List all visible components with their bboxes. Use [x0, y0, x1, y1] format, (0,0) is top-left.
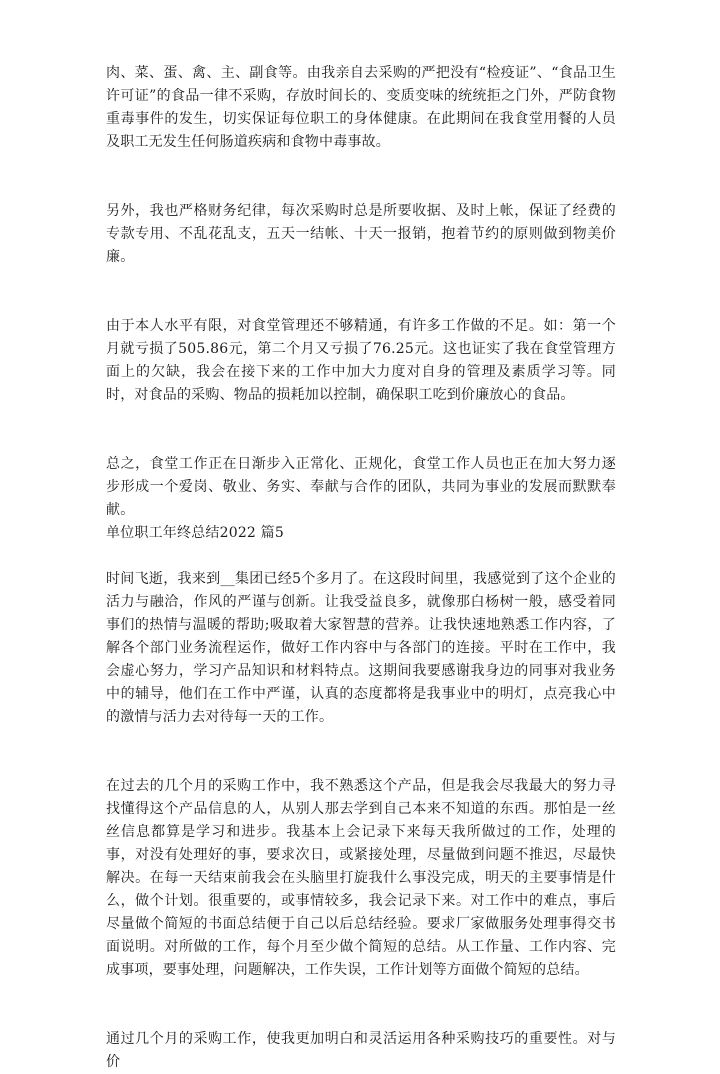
paragraph-food-purchasing: 肉、菜、蛋、禽、主、副食等。由我亲自去采购的严把没有“检疫证”、“食品卫生许可证”的食品一律不采购，存放时间长的、变质变味的统统拒之门外，严防食物重毒事件的发生，切实保证每位职工的身体健康。在此期间在我食堂用餐的人员及职工无发生任何肠道疾病和食物中毒事故。: [106, 65, 616, 150]
paragraph-conclusion: 总之，食堂工作正在日渐步入正常化、正规化，食堂工作人员也正在加大努力逐步形成一个爱岗、敬业、务实、奉献与合作的团队，共同为事业的发展而默默奉献。: [106, 456, 616, 518]
paragraph-shortcomings: 由于本人水平有限，对食堂管理还不够精通，有许多工作做的不足。如：第一个月就亏损了505.86元，第二个月又亏损了76.25元。这也证实了我在食堂管理方面上的欠缺，我会在接下来的工作中加大力度对自身的管理及素质学习等。同时，对食品的采购、物品的损耗加以控制，确保职工吃到价廉放心的食品。: [106, 318, 616, 403]
section-heading: 单位职工年终总结2022 篇5: [106, 525, 284, 541]
document-body: [106, 62, 616, 1074]
paragraph-time-flies: 时间飞逝，我来到__集团已经5个多月了。在这段时间里，我感觉到了这个企业的活力与融洽，作风的严谨与创新。让我受益良多，就像那白杨树一般，感受着同事们的热情与温暖的帮助;吸取着大家智慧的营养。让我快速地熟悉工作内容，了解各个部门业务流程运作，做好工作内容中与各部门的连接。平时在工作中，我会虚心努力，学习产品知识和材料特点。这期间我要感谢我身边的同事对我业务中的辅导，他们在工作中严谨，认真的态度都将是我事业中的明灯，点亮我心中的激情与活力去对待每一天的工作。: [106, 571, 616, 725]
paragraph-financial-discipline: 另外，我也严格财务纪律，每次采购时总是所要收据、及时上帐，保证了经费的专款专用、不乱花乱支，五天一结帐、十天一报销，抱着节约的原则做到物美价廉。: [106, 203, 616, 265]
paragraph-procurement-skills: 通过几个月的采购工作，使我更加明白和灵活运用各种采购技巧的重要性。对与价: [106, 1031, 616, 1070]
paragraph-procurement-work: 在过去的几个月的采购工作中，我不熟悉这个产品，但是我会尽我最大的努力寻找懂得这个产品信息的人，从别人那去学到自己本来不知道的东西。那怕是一丝丝信息都算是学习和进步。我基本上会记录下来每天我所做过的工作，处理的事，对没有处理好的事，要求次日，或紧接处理，尽量做到问题不推迟，尽最快解决。在每一天结束前我会在头脑里打旋我什么事没完成，明天的主要事情是什么，做个计划。很重要的，或事情较多，我会记录下来。对工作中的难点，事后尽量做个简短的书面总结便于自己以后总结经验。要求厂家做服务处理事得交书面说明。对所做的工作，每个月至少做个简短的总结。从工作量、工作内容、完成事项，要事处理，问题解决，工作失误，工作计划等方面做个简短的总结。: [106, 778, 616, 978]
